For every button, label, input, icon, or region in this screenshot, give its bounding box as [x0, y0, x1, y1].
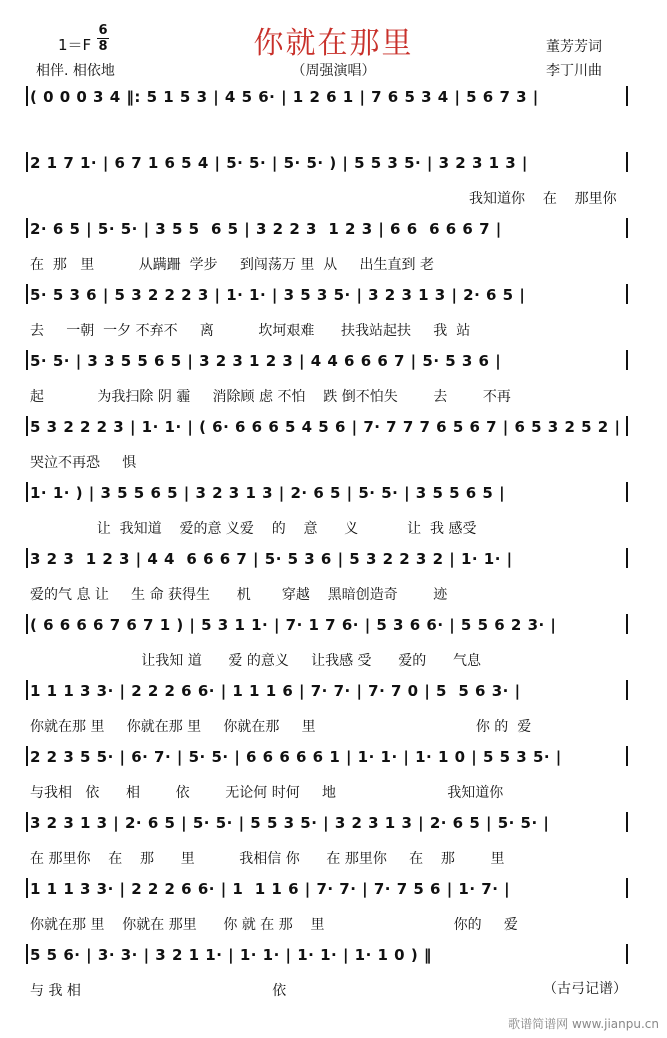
- score-row: [30, 880, 630, 950]
- barline-start: [26, 482, 28, 502]
- barline-start: [26, 614, 28, 634]
- barline-start: [26, 878, 28, 898]
- time-signature: [97, 24, 109, 53]
- barline-start: [26, 350, 28, 370]
- lyrics-line: 爱的气 息 让 生 命 获得生 机 穿越 黑暗创造奇 迹: [30, 587, 448, 603]
- lyrics-line: 在 那里你 在 那 里 我相信 你 在 那里你 在 那 里: [30, 851, 509, 867]
- notation-line: 1 1 1 3 3· | 2 2 2 6 6· | 1 1 1 6 | 7· 7· | 7· 7 5 6 | 1· 7· |: [30, 880, 511, 898]
- notation-line: ( 0 0 0 3 4 ‖: 5 1 5 3 | 4 5 6· | 1 2 6 1 | 7 6 5 3 4 | 5 6 7 3 |: [30, 88, 539, 106]
- barline-end: [626, 746, 628, 766]
- score-row: [30, 946, 630, 1016]
- notation-line: 2 1 7 1· | 6 7 1 6 5 4 | 5· 5· | 5· 5· ) | 5 5 3 5· | 3 2 3 1 3 |: [30, 154, 528, 172]
- barline-start: [26, 944, 28, 964]
- song-title: 你就在那里: [253, 26, 414, 61]
- lyrics-line: 与 我 相 依: [30, 983, 287, 999]
- barline-start: [26, 416, 28, 436]
- composer: 李丁川曲: [546, 63, 602, 79]
- barline-end: [626, 944, 628, 964]
- transcriber-credit: （古弓记谱）: [543, 981, 627, 997]
- alt-title: 相伴. 相依地: [36, 63, 115, 79]
- notation-line: ( 6 6 6 6 7 6 7 1 ) | 5 3 1 1· | 7· 1 7 6· | 5 3 6 6· | 5 5 6 2 3· |: [30, 616, 557, 634]
- barline-end: [626, 284, 628, 304]
- key-signature: 1＝F: [58, 36, 92, 54]
- score-row: [30, 484, 630, 554]
- barline-end: [626, 152, 628, 172]
- score-row: [30, 748, 630, 818]
- lyrics-line: 你就在那 里 你就在 那里 你 就 在 那 里 你的 爱: [30, 917, 523, 933]
- notation-line: 5 5 6· | 3· 3· | 3 2 1 1· | 1· 1· | 1· 1· | 1· 1 0 ) ‖: [30, 946, 432, 964]
- barline-start: [26, 284, 28, 304]
- score-row: [30, 418, 630, 488]
- score-row: [30, 286, 630, 356]
- notation-line: 5· 5 3 6 | 5 3 2 2 2 3 | 1· 1· | 3 5 3 5· | 3 2 3 1 3 | 2· 6 5 |: [30, 286, 526, 304]
- barline-end: [626, 218, 628, 238]
- barline-end: [626, 86, 628, 106]
- lyrics-line: 让 我知道 爱的意 义爱 的 意 义 让 我 感受: [30, 521, 481, 537]
- score-row: [30, 352, 630, 422]
- notation-line: 5· 5· | 3 3 5 5 6 5 | 3 2 3 1 2 3 | 4 4 6 6 6 7 | 5· 5 3 6 |: [30, 352, 502, 370]
- notation-line: 3 2 3 1 2 3 | 4 4 6 6 6 7 | 5· 5 3 6 | 5 3 2 2 3 2 | 1· 1· |: [30, 550, 513, 568]
- watermark: 歌谱简谱网 www.jianpu.cn: [508, 1017, 659, 1031]
- barline-start: [26, 86, 28, 106]
- lyrics-line: 你就在那 里 你就在那 里 你就在那 里 你 的 爱: [30, 719, 536, 735]
- notation-line: 1· 1· ) | 3 5 5 6 5 | 3 2 3 1 3 | 2· 6 5 | 5· 5· | 3 5 5 6 5 |: [30, 484, 506, 502]
- barline-end: [626, 548, 628, 568]
- barline-start: [26, 680, 28, 700]
- lyrics-line: 哭泣不再恐 惧: [30, 455, 137, 471]
- barline-end: [626, 416, 628, 436]
- score-row: [30, 220, 630, 290]
- lyrics-line: 在 那 里 从蹒跚 学步 到闯荡万 里 从 出生直到 老: [30, 257, 439, 273]
- score-row: [30, 550, 630, 620]
- time-signature-bottom: 8: [98, 39, 108, 54]
- lyrics-line: 起 为我扫除 阴 霾 消除顾 虑 不怕 跌 倒不怕失 去 不再: [30, 389, 516, 405]
- score-row: [30, 814, 630, 884]
- notation-line: 1 1 1 3 3· | 2 2 2 6 6· | 1 1 1 6 | 7· 7· | 7· 7 0 | 5 5 6 3· |: [30, 682, 521, 700]
- barline-start: [26, 152, 28, 172]
- score-row: [30, 682, 630, 752]
- score-row: [30, 88, 630, 158]
- barline-end: [626, 614, 628, 634]
- barline-end: [626, 680, 628, 700]
- time-signature-top: 6: [98, 23, 108, 38]
- lyricist: 董芳芳词: [546, 39, 602, 55]
- notation-line: 3 2 3 1 3 | 2· 6 5 | 5· 5· | 5 5 3 5· | 3 2 3 1 3 | 2· 6 5 | 5· 5· |: [30, 814, 550, 832]
- barline-start: [26, 812, 28, 832]
- notation-line: 5 3 2 2 2 3 | 1· 1· | ( 6· 6 6 6 5 4 5 6 | 7· 7 7 7 6 5 6 7 | 6 5 3 2 5 2 |: [30, 418, 621, 436]
- barline-start: [26, 548, 28, 568]
- lyrics-line: 去 一朝 一夕 不弃不 离 坎坷艰难 扶我站起扶 我 站: [30, 323, 475, 339]
- barline-end: [626, 878, 628, 898]
- notation-line: 2 2 3 5 5· | 6· 7· | 5· 5· | 6 6 6 6 6 1 | 1· 1· | 1· 1 0 | 5 5 3 5· |: [30, 748, 562, 766]
- lyrics-line: 与我相 依 相 依 无论何 时何 地 我知道你: [30, 785, 508, 801]
- score-row: [30, 154, 630, 224]
- barline-end: [626, 482, 628, 502]
- lyrics-line: 让我知 道 爱 的意义 让我感 受 爱的 气息: [30, 653, 486, 669]
- notation-line: 2· 6 5 | 5· 5· | 3 5 5 6 5 | 3 2 2 3 1 2 3 | 6 6 6 6 6 7 |: [30, 220, 502, 238]
- barline-start: [26, 218, 28, 238]
- barline-end: [626, 350, 628, 370]
- barline-start: [26, 746, 28, 766]
- score-row: [30, 616, 630, 686]
- barline-end: [626, 812, 628, 832]
- performer: （周强演唱）: [291, 63, 376, 79]
- lyrics-line: 我知道你 在 那里你: [469, 191, 630, 207]
